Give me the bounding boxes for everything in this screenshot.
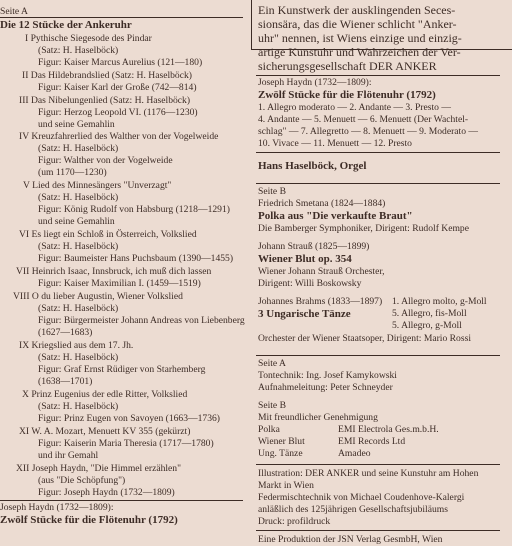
rule-seite-a — [0, 17, 243, 18]
left-column-line: II Das Hildebrandslied (Satz: H. Haselböck) — [22, 70, 192, 81]
left-column-line: und seine Gemahlin — [38, 119, 115, 130]
right-column-line: Illustration: DER ANKER und seine Kunstuhr am Hohen — [258, 468, 479, 479]
right-column-line: Orchester der Wiener Staatsoper, Dirigent: Mario Rossi — [258, 333, 471, 344]
right-column-line: EMI Records Ltd — [338, 436, 406, 447]
right-column-line: sionsära, das die Wiener schlicht "Anker- — [258, 17, 457, 31]
right-column-line: Seite B — [258, 400, 286, 411]
left-column-line: Figur: Baumeister Hans Puchsbaum (1390—1455) — [38, 253, 234, 264]
left-column-line: V Lied des Minnesängers "Unverzagt" — [23, 180, 172, 191]
right-column-line: Ein Kunstwerk der ausklingenden Seces- — [258, 3, 456, 17]
right-column-line: Seite A — [258, 358, 286, 369]
rule-right-3 — [256, 183, 500, 184]
left-column-line: Figur: König Rudolf von Habsburg (1218—1291) — [38, 204, 230, 215]
bottom-left-line: Joseph Haydn (1732—1809): — [0, 502, 114, 513]
left-column-line: Figur: Joseph Haydn (1732—1809) — [38, 487, 175, 498]
right-column-line: schlag" — 7. Allegretto — 8. Menuett — 9. Moderato — — [258, 126, 479, 137]
right-column-line: EMI Electrola Ges.m.b.H. — [338, 424, 439, 435]
rule-right-bottom — [256, 530, 500, 531]
left-column-line: VIII O du lieber Augustin, Wiener Volkslied — [13, 291, 183, 302]
left-column-line: (Satz: H. Haselböck) — [38, 303, 119, 314]
left-column-line: Figur: Walther von der Vogelweide — [38, 155, 173, 166]
right-column-line: Federmischtechnik von Michael Coudenhove-Kalergi — [258, 492, 465, 503]
left-column-line: X Prinz Eugenius der edle Ritter, Volkslied — [22, 389, 188, 400]
left-column-line: VI Es liegt ein Schloß in Österreich, Volkslied — [19, 229, 197, 240]
left-column-line: XII Joseph Haydn, "Die Himmel erzählen" — [16, 463, 182, 474]
right-column-line: Zwölf Stücke für die Flötenuhr (1792) — [258, 89, 436, 101]
left-column-line: Figur: Prinz Eugen von Savoyen (1663—1736) — [38, 413, 220, 424]
left-column-line: IX Kriegslied aus dem 17. Jh. — [19, 340, 134, 351]
right-column-line: Polka — [258, 424, 280, 435]
left-column-line: (um 1170—1230) — [38, 167, 107, 178]
right-column-line: Wiener Blut op. 354 — [258, 253, 352, 265]
right-column-line: Markt in Wien — [258, 480, 314, 491]
left-column-line: (aus "Die Schöpfung") — [38, 475, 126, 486]
right-column-line: 10. Vivace — 11. Menuett — 12. Presto — [258, 138, 412, 149]
left-column-line: Die 12 Stücke der Ankeruhr — [0, 19, 132, 31]
rule-right-5 — [256, 464, 500, 465]
right-column-line: anläßlich des 125jährigen Gesellschaftsjubiläums — [258, 504, 448, 515]
right-column-line: Johann Strauß (1825—1899) — [258, 241, 370, 252]
right-column-line: 3 Ungarische Tänze — [258, 308, 351, 320]
left-column-line: (1627—1683) — [38, 327, 93, 338]
rule-right-2 — [256, 152, 500, 153]
right-column-line: uhr" nennen, ist Wiens einzige und einzig- — [258, 31, 462, 45]
rule-left-bottom — [0, 500, 243, 501]
left-column-line: Figur: Kaiser Maximilian I. (1459—1519) — [38, 278, 201, 289]
right-column-line: Druck: profildruck — [258, 516, 331, 527]
right-column-line: Dirigent: Willi Boskowsky — [258, 278, 362, 289]
bottom-left-line: Zwölf Stücke für die Flötenuhr (1792) — [0, 514, 178, 526]
left-column-line: Figur: Herzog Leopold VI. (1176—1230) — [38, 107, 198, 118]
left-column-line: Figur: Kaiserin Maria Theresia (1717—1780) — [38, 438, 214, 449]
right-column-line: Polka aus "Die verkaufte Braut" — [258, 210, 413, 222]
rule-right-1 — [256, 75, 500, 76]
rule-right-4 — [256, 355, 500, 356]
right-column-line: Aufnahmeleitung: Peter Schneyder — [258, 382, 393, 393]
left-column-line: (Satz: H. Haselböck) — [38, 143, 119, 154]
left-column-line: (Satz: H. Haselböck) — [38, 241, 119, 252]
right-column-line: 5. Allegro, g-Moll — [392, 320, 462, 331]
left-column-line: Figur: Graf Ernst Rüdiger von Starhemberg — [38, 364, 206, 375]
left-column-line: (Satz: H. Haselböck) — [38, 192, 119, 203]
right-column-line: artige Kunstuhr und Wahrzeichen der Ver- — [258, 45, 461, 59]
left-column-line: Figur: Bürgermeister Johann Andreas von Liebenberg — [38, 315, 245, 326]
right-column-line: Die Bamberger Symphoniker, Dirigent: Rudolf Kempe — [258, 223, 469, 234]
left-column-line: (Satz: H. Haselböck) — [38, 401, 119, 412]
right-column-line: Eine Produktion der JSN Verlag GesmbH, Wien — [258, 534, 443, 545]
left-column-line: Figur: Kaiser Marcus Aurelius (121—180) — [38, 57, 203, 68]
right-column-line: 1. Allegro moderato — 2. Andante — 3. Presto — — [258, 102, 451, 113]
right-column-line: 4. Andante — 5. Menuett — 6. Menuett (Der Wachtel- — [258, 114, 469, 125]
right-column-line: Joseph Haydn (1732—1809): — [258, 77, 372, 88]
left-column-line: (1638—1701) — [38, 376, 93, 387]
right-column-line: Johannes Brahms (1833—1897) — [258, 296, 383, 307]
right-column-line: Ung. Tänze — [258, 448, 303, 459]
left-column-line: und ihr Gemahl — [38, 450, 99, 461]
right-column-line: Tontechnik: Ing. Josef Kamykowski — [258, 370, 397, 381]
left-column-line: XI W. A. Mozart, Menuett KV 355 (gekürzt) — [19, 426, 191, 437]
right-column-line: Wiener Blut — [258, 436, 305, 447]
left-column-line: IV Kreuzfahrerlied des Walther von der Vogelweide — [19, 131, 219, 142]
left-column-line: und seine Gemahlin — [38, 216, 115, 227]
right-column-line: 5. Allegro, fis-Moll — [392, 308, 467, 319]
left-column-line: Seite A — [0, 6, 28, 17]
right-column-line: Mit freundlicher Genehmigung — [258, 412, 378, 423]
right-column-line: Amadeo — [338, 448, 371, 459]
right-column-line: Wiener Johann Strauß Orchester, — [258, 266, 385, 277]
left-column-line: (Satz: H. Haselböck) — [38, 352, 119, 363]
left-column-line: I Pythische Siegesode des Pindar — [25, 33, 152, 44]
left-column-line: VII Heinrich Isaac, Innsbruck, ich muß dich lassen — [16, 266, 212, 277]
left-column-line: Figur: Kaiser Karl der Große (742—814) — [38, 82, 197, 93]
right-column-line: Friedrich Smetana (1824—1884) — [258, 198, 386, 209]
right-column-line: 1. Allegro molto, g-Moll — [392, 296, 487, 307]
right-column-line: Seite B — [258, 186, 286, 197]
right-column-line: Hans Haselböck, Orgel — [258, 160, 367, 172]
left-column-line: III Das Nibelungenlied (Satz: H. Haselböck) — [19, 95, 191, 106]
right-column-line: sicherungsgesellschaft DER ANKER — [258, 59, 437, 73]
left-column-line: (Satz: H. Haselböck) — [38, 45, 119, 56]
